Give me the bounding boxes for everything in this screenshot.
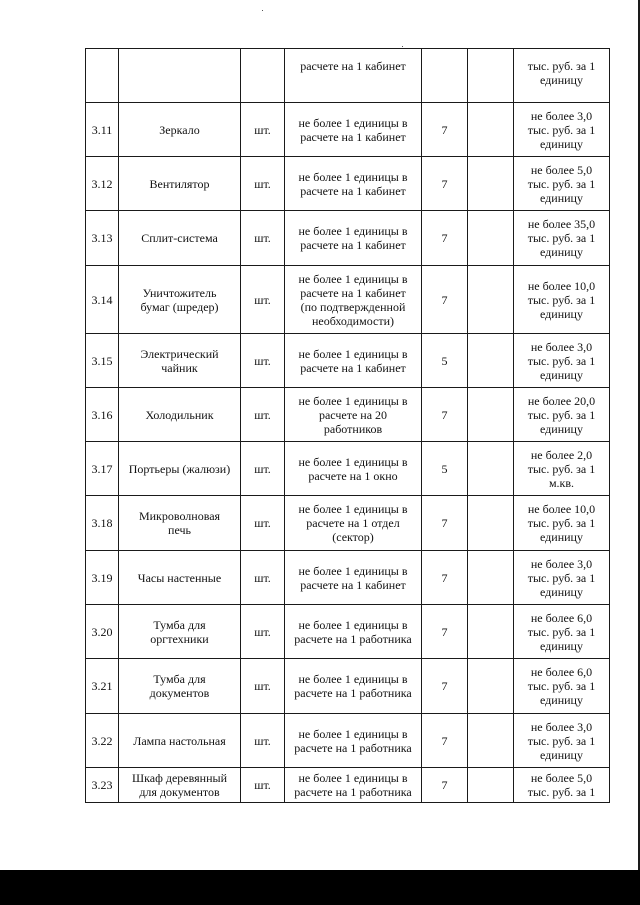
- item-unit: [241, 49, 285, 103]
- item-number: 3.15: [86, 334, 119, 388]
- table-row: [86, 714, 610, 768]
- item-unit: шт.: [241, 768, 285, 803]
- table-row: [86, 334, 610, 388]
- item-name: Тумба для документов: [119, 659, 241, 714]
- item-number: 3.18: [86, 496, 119, 551]
- scan-bottom-band: [0, 870, 640, 905]
- item-unit: шт.: [241, 496, 285, 551]
- item-service-years: 7: [422, 211, 468, 266]
- item-unit: шт.: [241, 714, 285, 768]
- item-name: Зеркало: [119, 103, 241, 157]
- table-row: [86, 49, 610, 103]
- table-row: [86, 266, 610, 334]
- item-unit: шт.: [241, 211, 285, 266]
- item-service-years: [422, 49, 468, 103]
- item-unit: шт.: [241, 605, 285, 659]
- table-row: [86, 388, 610, 442]
- item-number: [86, 49, 119, 103]
- item-name: Уничтожитель бумаг (шредер): [119, 266, 241, 334]
- item-quantity-norm: не более 1 единицы в расчете на 1 кабинет: [285, 157, 422, 211]
- item-price-limit: не более 3,0 тыс. руб. за 1 единицу: [514, 714, 610, 768]
- item-number: 3.19: [86, 551, 119, 605]
- item-extra: [468, 442, 514, 496]
- item-price-limit: тыс. руб. за 1 единицу: [514, 49, 610, 103]
- item-extra: [468, 714, 514, 768]
- item-price-limit: не более 3,0 тыс. руб. за 1 единицу: [514, 334, 610, 388]
- item-number: 3.20: [86, 605, 119, 659]
- item-quantity-norm: не более 1 единицы в расчете на 1 кабинет (по подтвержденной необходимости): [285, 266, 422, 334]
- item-extra: [468, 659, 514, 714]
- item-price-limit: не более 3,0 тыс. руб. за 1 единицу: [514, 551, 610, 605]
- table-row: [86, 103, 610, 157]
- item-number: 3.13: [86, 211, 119, 266]
- item-number: 3.23: [86, 768, 119, 803]
- item-price-limit: не более 20,0 тыс. руб. за 1 единицу: [514, 388, 610, 442]
- item-service-years: 7: [422, 714, 468, 768]
- item-extra: [468, 496, 514, 551]
- item-number: 3.12: [86, 157, 119, 211]
- scan-speck: [402, 46, 403, 47]
- item-service-years: 7: [422, 768, 468, 803]
- item-price-limit: не более 35,0 тыс. руб. за 1 единицу: [514, 211, 610, 266]
- item-quantity-norm: расчете на 1 кабинет: [285, 49, 422, 103]
- item-name: Часы настенные: [119, 551, 241, 605]
- item-service-years: 7: [422, 551, 468, 605]
- table-row: [86, 496, 610, 551]
- item-name: Шкаф деревянный для документов: [119, 768, 241, 803]
- item-extra: [468, 551, 514, 605]
- item-extra: [468, 266, 514, 334]
- item-quantity-norm: не более 1 единицы в расчете на 1 кабинет: [285, 334, 422, 388]
- item-name: Лампа настольная: [119, 714, 241, 768]
- item-service-years: 7: [422, 266, 468, 334]
- item-price-limit: не более 3,0 тыс. руб. за 1 единицу: [514, 103, 610, 157]
- item-service-years: 7: [422, 496, 468, 551]
- item-quantity-norm: не более 1 единицы в расчете на 1 работника: [285, 714, 422, 768]
- item-extra: [468, 103, 514, 157]
- item-service-years: 7: [422, 605, 468, 659]
- item-unit: шт.: [241, 659, 285, 714]
- scan-speck: [262, 10, 263, 11]
- item-price-limit: не более 10,0 тыс. руб. за 1 единицу: [514, 496, 610, 551]
- specification-table: [85, 48, 610, 803]
- item-name: Микроволновая печь: [119, 496, 241, 551]
- table-row: [86, 659, 610, 714]
- item-quantity-norm: не более 1 единицы в расчете на 1 кабинет: [285, 551, 422, 605]
- item-extra: [468, 768, 514, 803]
- item-unit: шт.: [241, 551, 285, 605]
- item-service-years: 7: [422, 103, 468, 157]
- item-name: Электрический чайник: [119, 334, 241, 388]
- item-name: Портьеры (жалюзи): [119, 442, 241, 496]
- item-quantity-norm: не более 1 единицы в расчете на 1 работника: [285, 768, 422, 803]
- table-row: [86, 605, 610, 659]
- item-unit: шт.: [241, 388, 285, 442]
- table-row: [86, 211, 610, 266]
- item-quantity-norm: не более 1 единицы в расчете на 1 отдел (сектор): [285, 496, 422, 551]
- item-service-years: 5: [422, 442, 468, 496]
- item-service-years: 7: [422, 388, 468, 442]
- item-unit: шт.: [241, 266, 285, 334]
- item-number: 3.17: [86, 442, 119, 496]
- item-name: Тумба для оргтехники: [119, 605, 241, 659]
- item-extra: [468, 49, 514, 103]
- item-price-limit: не более 6,0 тыс. руб. за 1 единицу: [514, 605, 610, 659]
- item-number: 3.14: [86, 266, 119, 334]
- table-row: [86, 157, 610, 211]
- item-quantity-norm: не более 1 единицы в расчете на 1 кабинет: [285, 211, 422, 266]
- item-extra: [468, 334, 514, 388]
- item-quantity-norm: не более 1 единицы в расчете на 1 работника: [285, 605, 422, 659]
- item-quantity-norm: не более 1 единицы в расчете на 1 окно: [285, 442, 422, 496]
- item-number: 3.11: [86, 103, 119, 157]
- table-row: [86, 442, 610, 496]
- item-unit: шт.: [241, 442, 285, 496]
- item-quantity-norm: не более 1 единицы в расчете на 20 работников: [285, 388, 422, 442]
- item-price-limit: не более 5,0 тыс. руб. за 1 единицу: [514, 157, 610, 211]
- table-row: [86, 768, 610, 803]
- item-service-years: 7: [422, 659, 468, 714]
- item-extra: [468, 157, 514, 211]
- item-number: 3.21: [86, 659, 119, 714]
- item-service-years: 7: [422, 157, 468, 211]
- item-price-limit: не более 2,0 тыс. руб. за 1 м.кв.: [514, 442, 610, 496]
- item-price-limit: не более 5,0 тыс. руб. за 1: [514, 768, 610, 803]
- item-price-limit: не более 6,0 тыс. руб. за 1 единицу: [514, 659, 610, 714]
- item-unit: шт.: [241, 157, 285, 211]
- item-name: Сплит-система: [119, 211, 241, 266]
- item-name: Вентилятор: [119, 157, 241, 211]
- item-name: Холодильник: [119, 388, 241, 442]
- item-quantity-norm: не более 1 единицы в расчете на 1 работника: [285, 659, 422, 714]
- item-number: 3.16: [86, 388, 119, 442]
- item-extra: [468, 211, 514, 266]
- table-row: [86, 551, 610, 605]
- item-quantity-norm: не более 1 единицы в расчете на 1 кабинет: [285, 103, 422, 157]
- item-extra: [468, 605, 514, 659]
- item-name: [119, 49, 241, 103]
- item-unit: шт.: [241, 334, 285, 388]
- item-number: 3.22: [86, 714, 119, 768]
- item-extra: [468, 388, 514, 442]
- item-unit: шт.: [241, 103, 285, 157]
- item-service-years: 5: [422, 334, 468, 388]
- item-price-limit: не более 10,0 тыс. руб. за 1 единицу: [514, 266, 610, 334]
